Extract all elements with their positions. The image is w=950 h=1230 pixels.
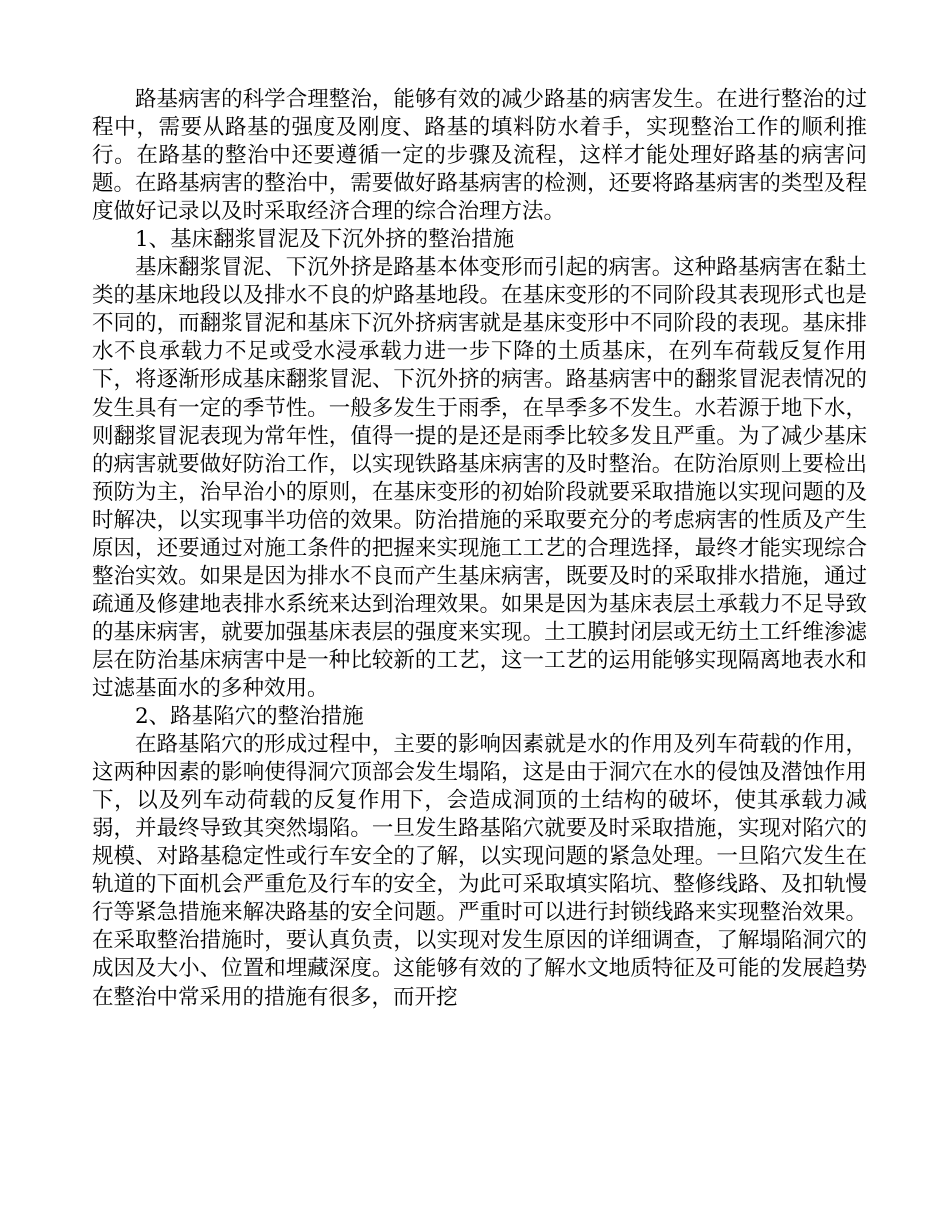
section-2-paragraph: 在路基陷穴的形成过程中，主要的影响因素就是水的作用及列车荷载的作用，这两种因素的影响使得洞穴顶部会发生塌陷，这是由于洞穴在水的侵蚀及潜蚀作用下，以及列车动荷载的反复作用下，会造成洞顶的土结构的破坏，使其承载力减弱，并最终导致其突然塌陷。一旦发生路基陷穴就要及时采取措施，实现对陷穴的规模、对路基稳定性或行车安全的了解，以实现问题的紧急处理。一旦陷穴发生在轨道的下面机会严重危及行车的安全，为此可采取填实陷坑、整修线路、及扣轨慢行等紧急措施来解决路基的安全问题。严重时可以进行封锁线路来实现整治效果。在采取整治措施时，要认真负责，以实现对发生原因的详细调查，了解塌陷洞穴的成因及大小、位置和埋藏深度。这能够有效的了解水文地质特征及可能的发展趋势在整治中常采用的措施有很多，而开挖 (92, 732, 867, 1010)
document-page (92, 86, 867, 1012)
intro-paragraph: 路基病害的科学合理整治，能够有效的减少路基的病害发生。在进行整治的过程中，需要从路基的强度及刚度、路基的填料防水着手，实现整治工作的顺利推行。在路基的整治中还要遵循一定的步骤及流程，这样才能处理好路基的病害问题。在路基病害的整治中，需要做好路基病害的检测，还要将路基病害的类型及程度做好记录以及时采取经济合理的综合治理方法。 (92, 87, 867, 225)
section-heading-1: 1、基床翻浆冒泥及下沉外挤的整治措施 (135, 227, 515, 253)
section-1-paragraph: 基床翻浆冒泥、下沉外挤是路基本体变形而引起的病害。这种路基病害在黏土类的基床地段以及排水不良的炉路基地段。在基床变形的不同阶段其表现形式也是不同的，而翻浆冒泥和基床下沉外挤病害就是基床变形中不同阶段的表现。基床排水不良承载力不足或受水浸承载力进一步下降的土质基床，在列车荷载反复作用下，将逐渐形成基床翻浆冒泥、下沉外挤的病害。路基病害中的翻浆冒泥表情况的发生具有一定的季节性。一般多发生于雨季，在旱季多不发生。水若源于地下水，则翻浆冒泥表现为常年性，值得一提的是还是雨季比较多发且严重。为了减少基床的病害就要做好防治工作，以实现铁路基床病害的及时整治。在防治原则上要检出预防为主，治早治小的原则，在基床变形的初始阶段就要采取措施以实现问题的及时解决，以实现事半功倍的效果。防治措施的采取要充分的考虑病害的性质及产生原因，还要通过对施工条件的把握来实现施工工艺的合理选择，最终才能实现综合整治实效。如果是因为排水不良而产生基床病害，既要及时的采取排水措施，通过疏通及修建地表排水系统来达到治理效果。如果是因为基床表层土承载力不足导致的基床病害，就要加强基床表层的强度来实现。土工膜封闭层或无纺土工纤维渗滤层在防治基床病害中是一种比较新的工艺，这一工艺的运用能够实现隔离地表水和过滤基面水的多种效用。 (92, 255, 867, 701)
section-heading-2: 2、路基陷穴的整治措施 (135, 704, 364, 730)
